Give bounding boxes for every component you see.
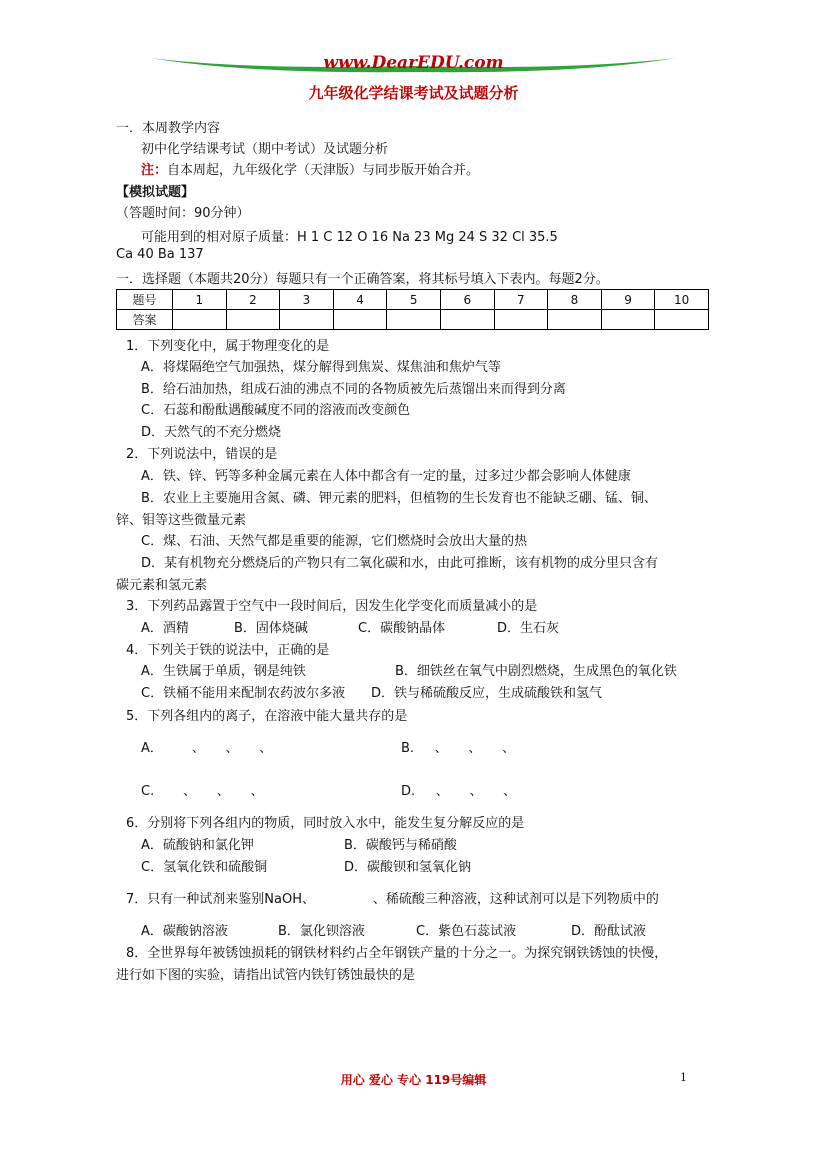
question-8-line2: 进行如下图的实验，请指出试管内铁钉锈蚀最快的是 (116, 968, 416, 983)
table-cell: 4 (333, 290, 387, 310)
question-1-option-d: D．天然气的不充分燃烧 (141, 425, 282, 440)
question-6-option-b: B．碳酸钙与稀硝酸 (344, 838, 457, 853)
question-2-option-d-line1: D．某有机物充分燃烧后的产物只有二氧化碳和水，由此可推断，该有机物的成分里只含有 (141, 556, 659, 571)
row-label-answer: 答案 (117, 310, 173, 330)
header-site-logo: www.DearEDU.com (323, 53, 504, 73)
question-4-option-b: B．细铁丝在氧气中剧烈燃烧，生成黑色的氧化铁 (395, 664, 677, 679)
footer-text: 用心 爱心 专心 119号编辑 (340, 1073, 487, 1087)
question-1-stem: 1．下列变化中，属于物理变化的是 (126, 339, 330, 354)
section-note (141, 159, 479, 178)
table-row (117, 290, 709, 310)
question-4-option-c: C．铁桶不能用来配制农药波尔多液 (141, 686, 346, 701)
question-6-option-d: D．碳酸钡和氢氧化钠 (344, 860, 472, 875)
answer-time: （答题时间：90分钟） (116, 206, 250, 221)
question-2-option-d-line2: 碳元素和氢元素 (116, 578, 208, 593)
question-7-option-a: A．碳酸钠溶液 (141, 924, 228, 939)
table-row (117, 310, 709, 330)
question-4-option-a: A．生铁属于单质，钢是纯铁 (141, 664, 306, 679)
table-cell: 10 (655, 290, 709, 310)
page-number: 1 (680, 1071, 687, 1084)
question-1-option-b: B．给石油加热，组成石油的沸点不同的各物质被先后蒸馏出来而得到分离 (141, 382, 566, 397)
section-heading: 一．本周教学内容 (116, 121, 221, 136)
question-7-option-d: D．酚酞试液 (571, 924, 647, 939)
atomic-masses-line-2: Ca 40 Ba 137 (116, 247, 204, 262)
question-2-option-a: A．铁、锌、钙等多种金属元素在人体中都含有一定的量，过多过少都会影响人体健康 (141, 469, 631, 484)
answer-cell[interactable] (494, 310, 548, 330)
question-4-option-d: D．铁与稀硫酸反应，生成硫酸铁和氢气 (371, 686, 603, 701)
answer-cell[interactable] (333, 310, 387, 330)
page-title: 九年级化学结课考试及试题分析 (308, 84, 519, 102)
answer-cell[interactable] (655, 310, 709, 330)
table-cell: 7 (494, 290, 548, 310)
question-6-stem: 6．分别将下列各组内的物质，同时放入水中，能发生复分解反应的是 (126, 816, 525, 831)
question-7-stem: 7．只有一种试剂来鉴别NaOH、 、稀硫酸三种溶液，这种试剂可以是下列物质中的 (126, 892, 659, 907)
answer-cell[interactable] (548, 310, 602, 330)
question-1-option-c: C．石蕊和酚酞遇酸碱度不同的溶液而改变颜色 (141, 403, 411, 418)
row-label-question-number: 题号 (117, 290, 173, 310)
question-8-line1: 8．全世界每年被锈蚀损耗的钢铁材料约占全年钢铁产量的十分之一。为探究钢铁锈蚀的快慢， (126, 946, 668, 961)
answer-cell[interactable] (440, 310, 494, 330)
table-cell: 8 (548, 290, 602, 310)
question-2-option-b-line2: 锌、钼等这些微量元素 (116, 513, 247, 528)
question-3-option-d: D．生石灰 (497, 621, 560, 636)
question-5-option-d: D. 、 、 、 (401, 784, 517, 799)
question-4-stem: 4．下列关于铁的说法中，正确的是 (126, 643, 330, 658)
answer-table (116, 289, 709, 330)
question-5-option-b: B. 、 、 、 (401, 741, 516, 756)
table-cell: 3 (280, 290, 334, 310)
question-6-option-a: A．硫酸钠和氯化钾 (141, 838, 254, 853)
part1-heading: 一．选择题（本题共20分）每题只有一个正确答案，将其标号填入下表内。每题2分。 (116, 272, 609, 287)
question-7-option-c: C．紫色石蕊试液 (416, 924, 517, 939)
question-6-option-c: C．氢氧化铁和硫酸铜 (141, 860, 268, 875)
table-cell: 2 (226, 290, 280, 310)
question-5-stem: 5．下列各组内的离子，在溶液中能大量共存的是 (126, 709, 408, 724)
question-2-stem: 2．下列说法中，错误的是 (126, 447, 278, 462)
answer-cell[interactable] (226, 310, 280, 330)
question-3-stem: 3．下列药品露置于空气中一段时间后，因发生化学变化而质量减小的是 (126, 599, 538, 614)
question-5-option-c: C. 、 、 、 (141, 784, 264, 799)
table-cell: 5 (387, 290, 441, 310)
table-cell: 6 (440, 290, 494, 310)
question-7-option-b: B．氯化钡溶液 (278, 924, 365, 939)
question-2-option-b-line1: B．农业上主要施用含氮、磷、钾元素的肥料，但植物的生长发育也不能缺乏硼、锰、铜、 (141, 491, 657, 506)
answer-cell[interactable] (173, 310, 227, 330)
answer-cell[interactable] (280, 310, 334, 330)
question-3-option-b: B．固体烧碱 (234, 621, 308, 636)
section-content: 初中化学结课考试（期中考试）及试题分析 (141, 142, 389, 157)
note-text: 自本周起，九年级化学（天津版）与同步版开始合并。 (167, 163, 480, 178)
atomic-masses-line-1: 可能用到的相对原子质量：H 1 C 12 O 16 Na 23 Mg 24 S 32 Cl 35.5 (141, 230, 558, 245)
question-1-option-a: A．将煤隔绝空气加强热，煤分解得到焦炭、煤焦油和焦炉气等 (141, 360, 501, 375)
question-3-option-a: A．酒精 (141, 621, 189, 636)
question-5-option-a: A． 、 、 、 (141, 741, 273, 756)
note-label: 注： (141, 163, 168, 178)
question-2-option-c: C．煤、石油、天然气都是重要的能源，它们燃烧时会放出大量的热 (141, 534, 528, 549)
answer-cell[interactable] (601, 310, 655, 330)
mock-heading: 【模拟试题】 (116, 185, 195, 200)
question-3-option-c: C．碳酸钠晶体 (358, 621, 446, 636)
table-cell: 9 (601, 290, 655, 310)
table-cell: 1 (173, 290, 227, 310)
answer-cell[interactable] (387, 310, 441, 330)
